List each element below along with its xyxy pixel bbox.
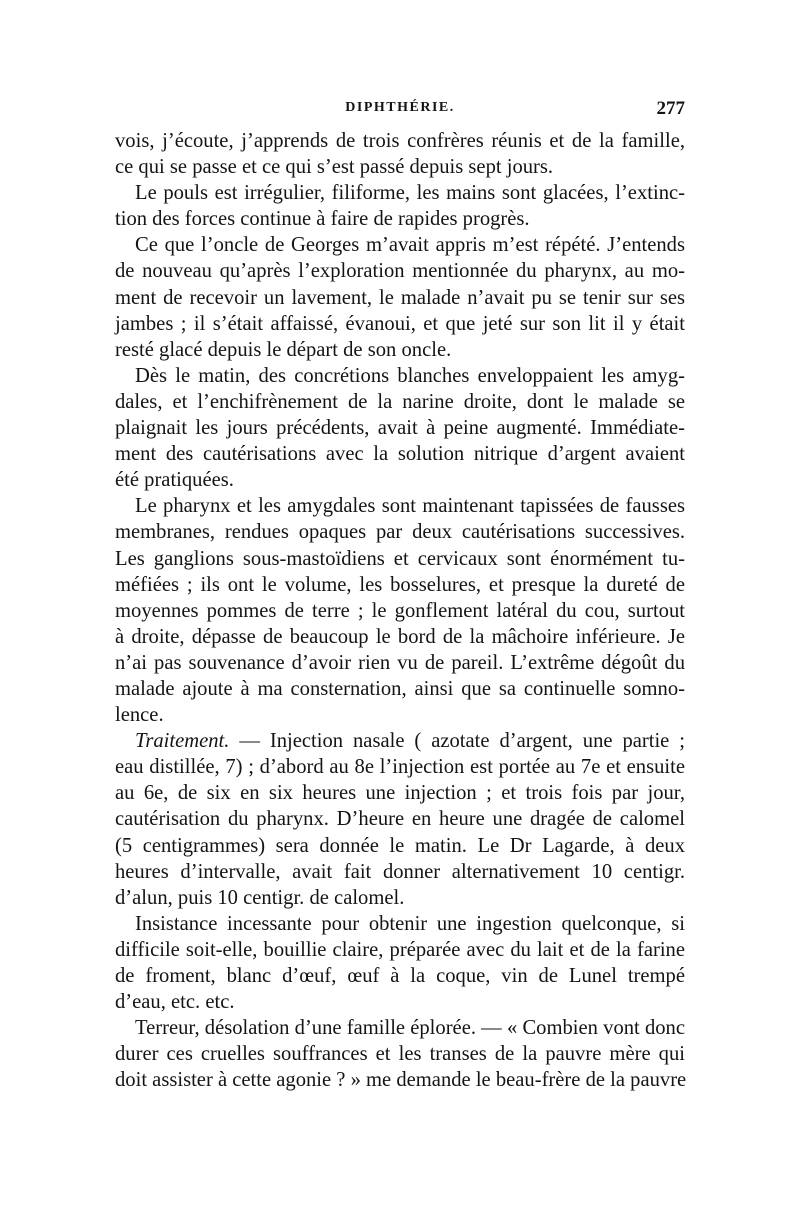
text-line [115, 572, 685, 598]
running-title: DIPHTHÉRIE. [345, 100, 455, 115]
line-text: Le pharynx et les amygdales sont maintenant tapissées de fausses [135, 495, 685, 518]
line-text: Les ganglions sous-mastoïdiens et cervicaux sont énormément tu- [115, 547, 685, 570]
text-line [115, 989, 685, 1015]
line-text: ment de recevoir un lavement, le malade n’avait pu se tenir sur ses [115, 286, 685, 309]
text-line [115, 702, 685, 728]
line-text: été pratiquées. [115, 469, 234, 492]
text-line [115, 885, 685, 911]
text-line [115, 363, 685, 389]
text-line [115, 232, 685, 258]
text-line [115, 780, 685, 806]
line-text: méfiées ; ils ont le volume, les bosselures, et presque la dureté de [115, 573, 685, 596]
line-text: Ce que l’oncle de Georges m’avait appris m’est répété. J’entends [135, 234, 685, 257]
line-text: plaignait les jours précédents, avait à peine augmenté. Immédiate- [115, 417, 685, 440]
line-text: malade ajoute à ma consternation, ainsi que sa continuelle somno- [115, 677, 685, 700]
text-line [115, 441, 685, 467]
line-text: dales, et l’enchifrènement de la narine droite, dont le malade se [115, 390, 685, 413]
line-text: Insistance incessante pour obtenir une ingestion quelconque, si [135, 912, 685, 935]
line-text: membranes, rendues opaques par deux cautérisations successives. [115, 521, 685, 544]
line-text: Dès le matin, des concrétions blanches enveloppaient les amyg- [135, 364, 685, 387]
text-line [115, 598, 685, 624]
text-line [115, 467, 685, 493]
text-line [115, 128, 685, 154]
line-text: jambes ; il s’était affaissé, évanoui, et que jeté sur son lit il y était [115, 312, 685, 335]
text-line [115, 937, 685, 963]
text-line [115, 337, 685, 363]
text-line [115, 546, 685, 572]
page-number: 277 [656, 98, 685, 119]
line-text: moyennes pommes de terre ; le gonflement latéral du cou, surtout [115, 599, 685, 622]
text-line [115, 1015, 685, 1041]
text-line [115, 154, 685, 180]
text-line [115, 859, 685, 885]
line-text: au 6e, de six en six heures une injection ; et trois fois par jour, [115, 782, 685, 805]
text-line [115, 389, 685, 415]
line-text: ment des cautérisations avec la solution nitrique d’argent avaient [115, 443, 685, 466]
line-text: Terreur, désolation d’une famille éplorée. — « Combien vont donc [135, 1017, 685, 1040]
text-line [115, 806, 685, 832]
line-text: Le pouls est irrégulier, filiforme, les mains sont glacées, l’extinc- [135, 182, 685, 205]
text-line [115, 624, 685, 650]
line-text: vois, j’écoute, j’apprends de trois confrères réunis et de la famille, [115, 130, 685, 152]
text-line [115, 415, 685, 441]
line-text: d’alun, puis 10 centigr. de calomel. [115, 886, 405, 909]
line-text: (5 centigrammes) sera donnée le matin. Le Dr Lagarde, à deux [115, 834, 685, 857]
text-line [115, 206, 685, 232]
text-line [115, 285, 685, 311]
text-line [115, 180, 685, 206]
line-text: de nouveau qu’après l’exploration mentionnée du pharynx, au mo- [115, 260, 685, 283]
text-line [115, 728, 685, 754]
line-text: lence. [115, 704, 164, 727]
section-lead: Traitement. [135, 730, 230, 753]
line-text: à droite, dépasse de beaucoup le bord de la mâchoire inférieure. Je [115, 625, 685, 648]
line-text: — Injection nasale ( azotate d’argent, une partie ; [229, 730, 685, 753]
text-line [115, 911, 685, 937]
line-text: ce qui se passe et ce qui s’est passé depuis sept jours. [115, 156, 554, 179]
body-text [115, 128, 685, 1093]
text-line [115, 493, 685, 519]
text-line [115, 963, 685, 989]
line-text: tion des forces continue à faire de rapides progrès. [115, 208, 530, 231]
line-text: resté glacé depuis le départ de son oncle. [115, 338, 452, 361]
line-text: doit assister à cette agonie ? » me demande le beau-frère de la pauvre [115, 1069, 687, 1092]
text-line [115, 650, 685, 676]
line-text: de froment, blanc d’œuf, œuf à la coque, vin de Lunel trempé [115, 965, 685, 987]
text-line [115, 1041, 685, 1067]
line-text: cautérisation du pharynx. D’heure en heure une dragée de calomel [115, 808, 685, 831]
line-text: heures d’intervalle, avait fait donner alternativement 10 centigr. [115, 860, 685, 883]
text-line [115, 754, 685, 780]
line-text: n’ai pas souvenance d’avoir rien vu de pareil. L’extrême dégoût du [115, 651, 685, 674]
text-line [115, 1067, 685, 1093]
line-text: difficile soit-elle, bouillie claire, préparée avec du lait et de la farine [115, 938, 685, 961]
line-text: eau distillée, 7) ; d’abord au 8e l’injection est portée au 7e et ensuite [115, 756, 685, 779]
text-line [115, 676, 685, 702]
line-text: d’eau, etc. etc. [115, 991, 235, 1014]
text-line [115, 311, 685, 337]
text-line [115, 833, 685, 859]
text-line [115, 258, 685, 284]
line-text: durer ces cruelles souffrances et les transes de la pauvre mère qui [115, 1043, 685, 1066]
text-line [115, 519, 685, 545]
page-header [115, 100, 685, 124]
